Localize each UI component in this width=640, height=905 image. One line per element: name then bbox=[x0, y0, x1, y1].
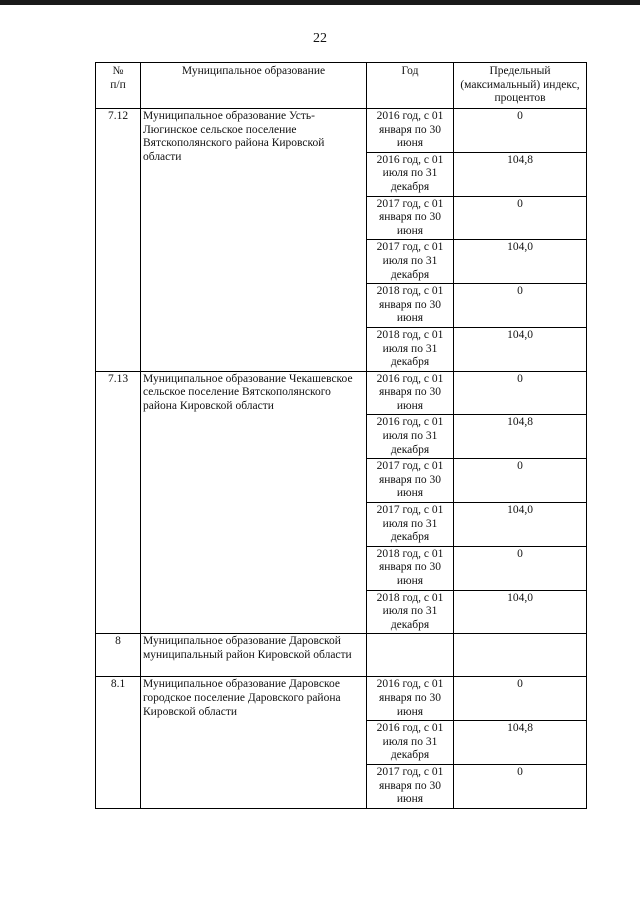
period-cell: 2016 год, с 01 июля по 31 декабря bbox=[367, 721, 454, 765]
index-value-cell: 104,0 bbox=[454, 590, 587, 634]
index-value-cell: 0 bbox=[454, 196, 587, 240]
top-border-bar bbox=[0, 0, 640, 5]
period-cell: 2018 год, с 01 января по 30 июня bbox=[367, 546, 454, 590]
index-value-cell: 104,0 bbox=[454, 327, 587, 371]
table-header-row bbox=[96, 63, 587, 109]
period-cell: 2018 год, с 01 июля по 31 декабря bbox=[367, 590, 454, 634]
municipality-name: Муниципальное образование Усть-Люгинское сельское поселение Вятскополянского района Кировской области bbox=[141, 109, 367, 372]
municipality-name: Муниципальное образование Даровское городское поселение Даровского района Кировской области bbox=[141, 677, 367, 808]
index-value-cell: 104,8 bbox=[454, 415, 587, 459]
table-row bbox=[96, 371, 587, 415]
period-cell: 2016 год, с 01 января по 30 июня bbox=[367, 677, 454, 721]
header-year: Год bbox=[367, 63, 454, 109]
index-value-cell bbox=[454, 634, 587, 677]
table-row bbox=[96, 109, 587, 153]
period-cell: 2017 год, с 01 июля по 31 декабря bbox=[367, 503, 454, 547]
table-row bbox=[96, 677, 587, 721]
index-value-cell: 104,0 bbox=[454, 240, 587, 284]
index-value-cell: 0 bbox=[454, 284, 587, 328]
row-number: 7.13 bbox=[96, 371, 141, 634]
table-row bbox=[96, 634, 587, 677]
period-cell: 2017 год, с 01 июля по 31 декабря bbox=[367, 240, 454, 284]
municipality-name: Муниципальное образование Чекашевское сельское поселение Вятскополянского района Кировской области bbox=[141, 371, 367, 634]
row-number: 7.12 bbox=[96, 109, 141, 372]
page-number: 22 bbox=[313, 31, 327, 46]
index-value-cell: 0 bbox=[454, 677, 587, 721]
index-value-cell: 104,0 bbox=[454, 503, 587, 547]
index-table bbox=[95, 62, 587, 809]
period-cell: 2017 год, с 01 января по 30 июня bbox=[367, 196, 454, 240]
index-value-cell: 0 bbox=[454, 371, 587, 415]
period-cell: 2016 год, с 01 июля по 31 декабря bbox=[367, 152, 454, 196]
period-cell: 2016 год, с 01 июля по 31 декабря bbox=[367, 415, 454, 459]
period-cell: 2016 год, с 01 января по 30 июня bbox=[367, 371, 454, 415]
period-cell: 2018 год, с 01 июля по 31 декабря bbox=[367, 327, 454, 371]
municipality-name: Муниципальное образование Даровской муниципальный район Кировской области bbox=[141, 634, 367, 677]
period-cell bbox=[367, 634, 454, 677]
header-number-text: № п/п bbox=[110, 65, 126, 91]
row-number: 8.1 bbox=[96, 677, 141, 808]
header-municipality: Муниципальное образование bbox=[141, 63, 367, 109]
index-value-cell: 0 bbox=[454, 459, 587, 503]
index-value-cell: 0 bbox=[454, 109, 587, 153]
period-cell: 2016 год, с 01 января по 30 июня bbox=[367, 109, 454, 153]
period-cell: 2017 год, с 01 января по 30 июня bbox=[367, 764, 454, 808]
period-cell: 2018 год, с 01 января по 30 июня bbox=[367, 284, 454, 328]
row-number: 8 bbox=[96, 634, 141, 677]
index-value-cell: 0 bbox=[454, 764, 587, 808]
header-index: Предельный (максимальный) индекс, процентов bbox=[454, 63, 587, 109]
index-value-cell: 104,8 bbox=[454, 721, 587, 765]
table-body bbox=[96, 109, 587, 809]
index-value-cell: 0 bbox=[454, 546, 587, 590]
header-number bbox=[96, 63, 141, 109]
period-cell: 2017 год, с 01 января по 30 июня bbox=[367, 459, 454, 503]
index-value-cell: 104,8 bbox=[454, 152, 587, 196]
